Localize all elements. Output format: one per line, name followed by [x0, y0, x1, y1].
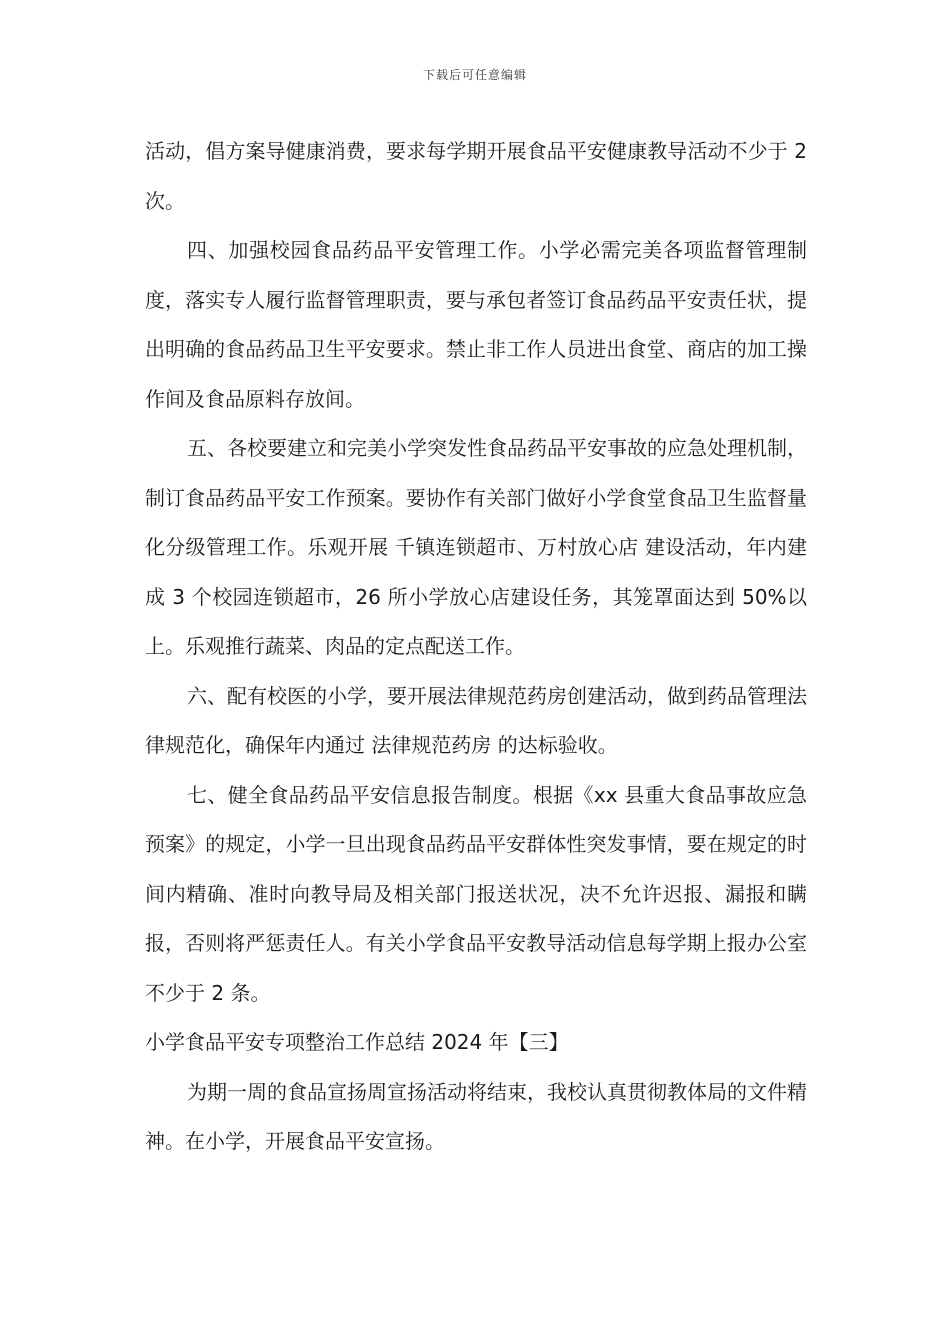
document-body: [145, 127, 807, 1167]
paragraph-item-7: 七、健全食品药品平安信息报告制度。根据《xx 县重大食品事故应急预案》的规定，小学一旦出现食品药品平安群体性突发事情，要在规定的时间内精确、准时向教导局及相关部门报送状况，决不允许迟报、漏报和瞒报，否则将严惩责任人。有关小学食品平安教导活动信息每学期上报办公室不少于 2 条。: [145, 782, 807, 1005]
paragraph-item-4: 四、加强校园食品药品平安管理工作。小学必需完美各项监督管理制度，落实专人履行监督管理职责，要与承包者签订食品药品平安责任状，提出明确的食品药品卫生平安要求。禁止非工作人员进出食堂、商店的加工操作间及食品原料存放间。: [145, 238, 807, 411]
paragraph-closing: 为期一周的食品宣扬周宣扬活动将结束，我校认真贯彻教体局的文件精神。在小学，开展食品平安宣扬。: [145, 1079, 807, 1153]
paragraph-continuation: 活动，倡方案导健康消费，要求每学期开展食品平安健康教导活动不少于 2 次。: [145, 139, 807, 213]
paragraph-item-6: 六、配有校医的小学，要开展法律规范药房创建活动，做到药品管理法律规范化，确保年内通过 法律规范药房 的达标验收。: [145, 683, 807, 757]
page-header: 下载后可任意编辑: [422, 68, 527, 82]
section-heading: 小学食品平安专项整治工作总结 2024 年【三】: [145, 1030, 569, 1054]
paragraph-item-5: 五、各校要建立和完美小学突发性食品药品平安事故的应急处理机制，制订食品药品平安工作预案。要协作有关部门做好小学食堂食品卫生监督量化分级管理工作。乐观开展 千镇连锁超市、万村放心店 建设活动，年内建成 3 个校园连锁超市，26 所小学放心店建设任务，其笼罩面达到 50%以上。乐观推行蔬菜、肉品的定点配送工作。: [145, 436, 807, 658]
